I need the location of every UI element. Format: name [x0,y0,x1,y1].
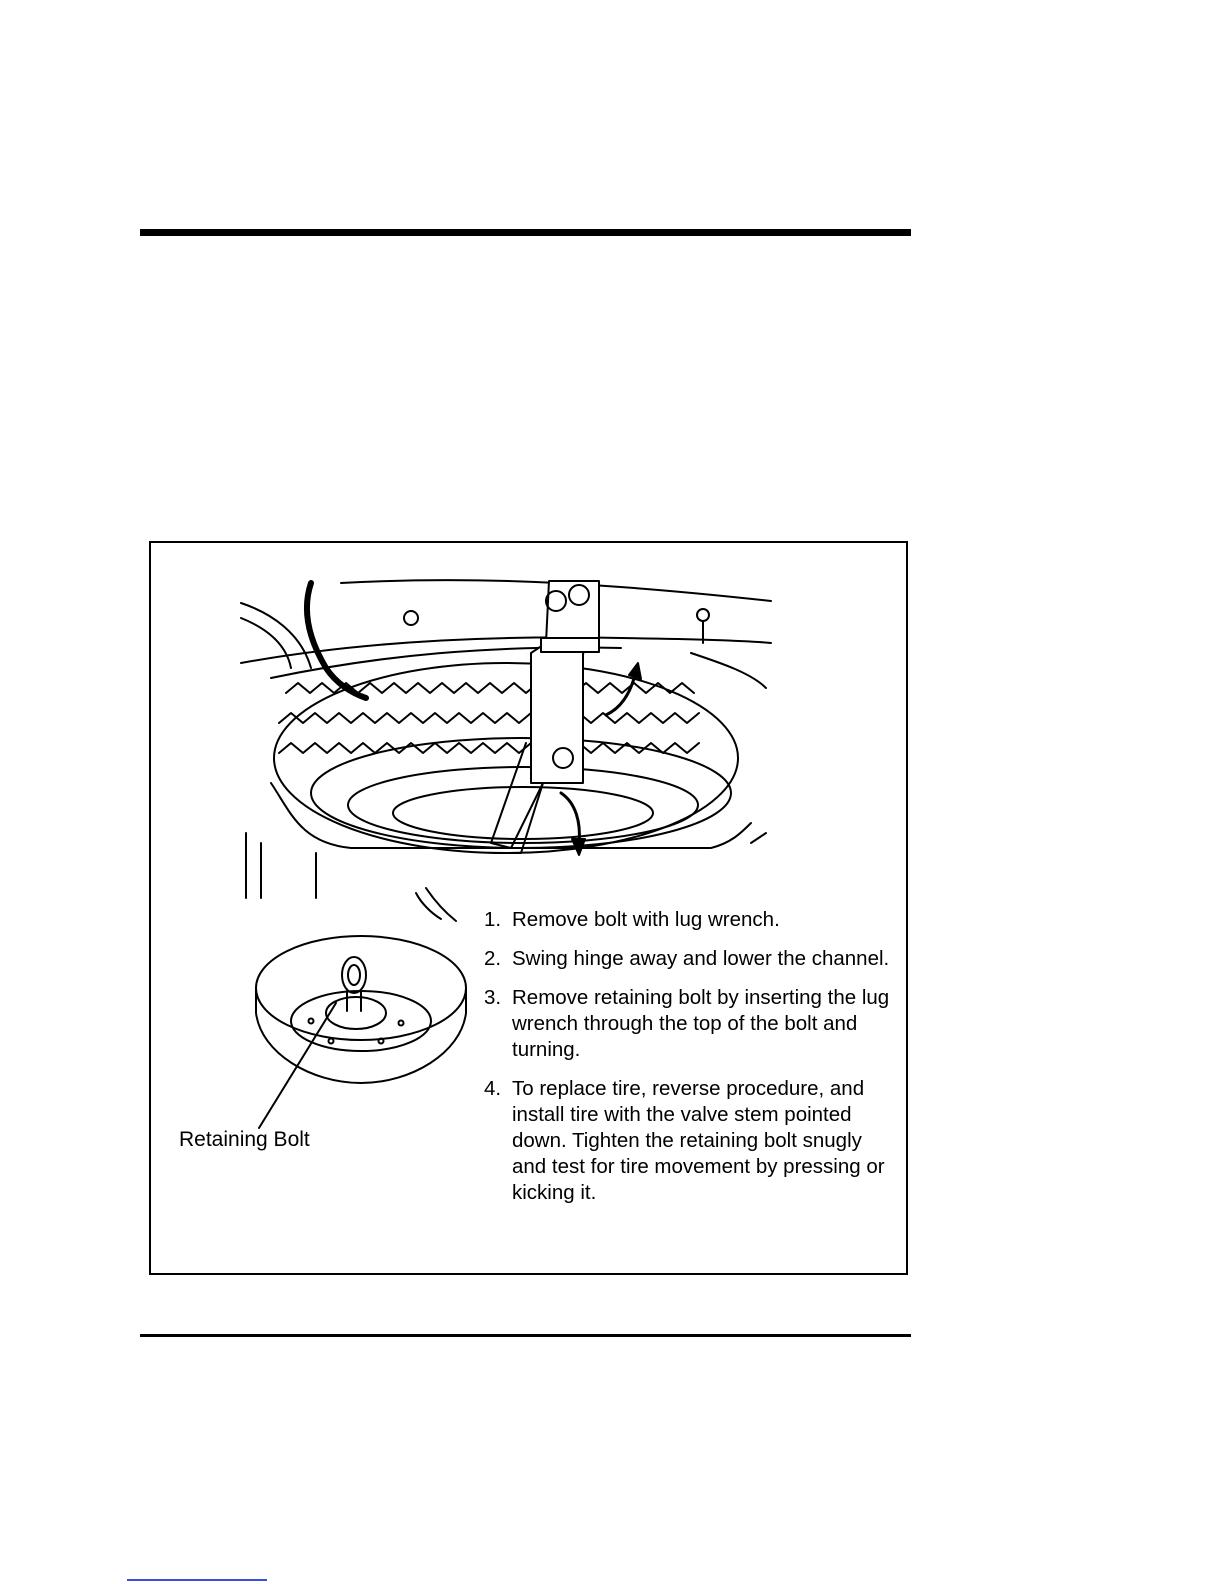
step-number: 3. [484,986,502,1009]
step-item [484,1076,894,1206]
step-number: 2. [484,947,502,970]
step-number: 4. [484,1077,502,1100]
retaining-bolt-label: Retaining Bolt [179,1128,310,1151]
step-number: 1. [484,908,502,931]
step-item [484,985,894,1063]
instruction-steps [484,907,894,1219]
footer-rule [140,1334,911,1337]
step-item [484,946,894,972]
step-text: To replace tire, reverse procedure, and install tire with the valve stem pointed down. Tighten the retaining bolt snugly and test for tire movement by pressing or kicking it. [512,1077,885,1204]
step-text: Remove retaining bolt by inserting the lug wrench through the top of the bolt and turning. [512,986,890,1061]
spare-tire-figure [149,541,908,1275]
footer-link-underline[interactable] [127,1579,267,1581]
step-item [484,907,894,933]
step-text: Remove bolt with lug wrench. [512,908,780,931]
header-rule [140,229,911,236]
step-text: Swing hinge away and lower the channel. [512,947,890,970]
